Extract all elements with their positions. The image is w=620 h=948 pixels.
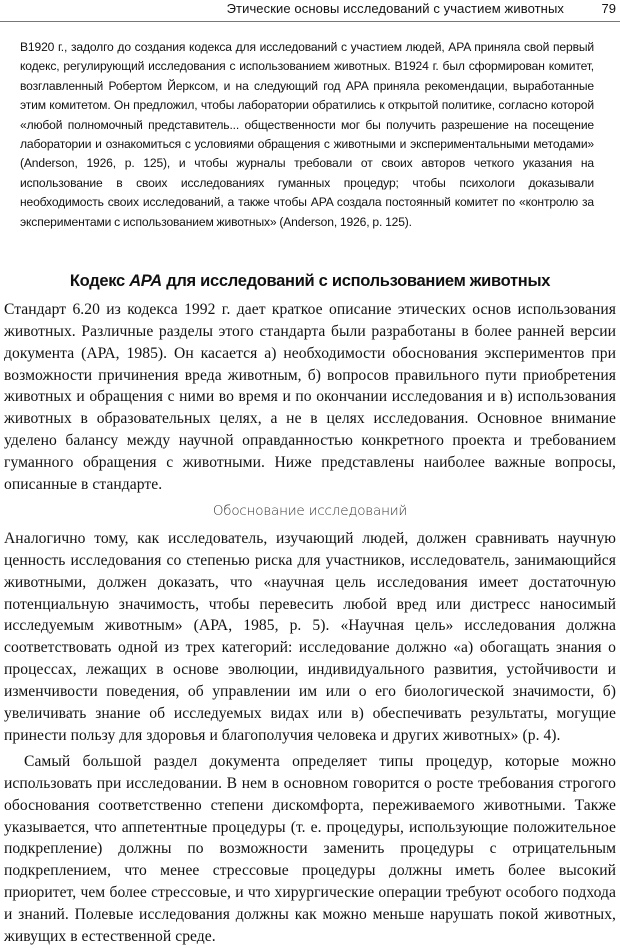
paragraph-text: Аналогично тому, как исследователь, изучающий людей, должен сравнивать научную ценность исследования со степенью риска для участников, исследователь, занимающийся животными, должен доказать, что «научная цель исследования имеет достаточную потенциальную значимость, чтобы перевесить любой вред или дистресс наносимый исследуемым животным» (АРА, 1985, р. 5). «Научная цель» исследования должна соответствовать одной из трех категорий: исследование должно «а) обогащать знания о процессах, лежащих в основе эволюции, индивидуального развития, устойчивости и изменчивости поведения, об управлении им или о его биологической значимости, б) увеличивать знание об исследуемых видах или в) обеспечивать результаты, могущие принести пользу для здоровья и благополучия человека и других животных» (р. 4). bbox=[4, 530, 616, 744]
body-paragraph-3 bbox=[4, 751, 616, 948]
paragraph-text: Самый большой раздел документа определяет типы процедур, которые можно использовать при исследовании. В нем в основном говорится о росте требования строгого обоснования соответственно степени дискомфорта, переживаемого животными. Также указывается, что аппетентные процедуры (т. е. процедуры, использующие положительное подкрепление) должны по возможности заменить процедуры с отрицательным подкреплением, что менее стрессовые процедуры должны иметь более высокий приоритет, чем более стрессовые, и что хирургические операции требуют особого подхода и знаний. Полевые исследования должны как можно меньше нарушать покой животных, живущих в естественной среде. bbox=[4, 753, 616, 945]
sidebar-note-text: В1920 г., задолго до создания кодекса для исследований с участием людей, APA приняла свой первый кодекс, регулирующий исследования с использованием животных. В1924 г. был сформирован комитет, возглавленный Робертом Йерксом, и на следующий год APA приняла рекомендации, выработанные этим комитетом. Он предложил, чтобы лаборатории обратились к открытой политике, согласно которой «любой полномочный представитель... общественности мог бы получить разрешение на посещение лаборатории и ознакомиться с условиями обращения с животными и экспериментальными методами» (Anderson, 1926, р. 125), и чтобы журналы требовали от своих авторов четкого указания на использование в своих исследованиях гуманных процедур; чтобы психологи доказывали необходимость своих исследований, а также чтобы APA создала постоянный комитет по «контролю за экспериментами с использованием животных» (Anderson, 1926, р. 125). bbox=[20, 40, 594, 229]
section-heading-prefix: Кодекс bbox=[69, 272, 130, 290]
page-number: 79 bbox=[601, 1, 616, 16]
running-head bbox=[0, 0, 620, 22]
section-heading-rest: для исследований с использованием животных bbox=[161, 272, 551, 290]
section-heading bbox=[0, 272, 620, 291]
running-head-title: Этические основы исследований с участием животных bbox=[226, 1, 564, 16]
paragraph-text: Стандарт 6.20 из кодекса 1992 г. дает краткое описание этических основ использования животных. Различные разделы этого стандарта были разработаны в более ранней версии документа (АРА, 1985). Он касается а) необходимости обоснования экспериментов при возможности причинения вреда животным, б) вопросов правильного пути приобретения животных и обращения с ними во время и по окончании исследования и в) использования животных в образовательных целях, а не в целях исследования. Основное внимание уделено балансу между научной оправданностью конкретного проекта и требованием гуманного обращения с животными. Ниже представлены наиболее важные вопросы, описанные в стандарте. bbox=[4, 301, 616, 493]
historical-sidebar-note bbox=[20, 38, 594, 232]
subheading-research-justification: Обоснование исследований bbox=[212, 503, 408, 519]
body-paragraph-2 bbox=[4, 528, 616, 746]
body-paragraph-1 bbox=[4, 299, 616, 496]
section-heading-org: APA bbox=[129, 272, 162, 290]
